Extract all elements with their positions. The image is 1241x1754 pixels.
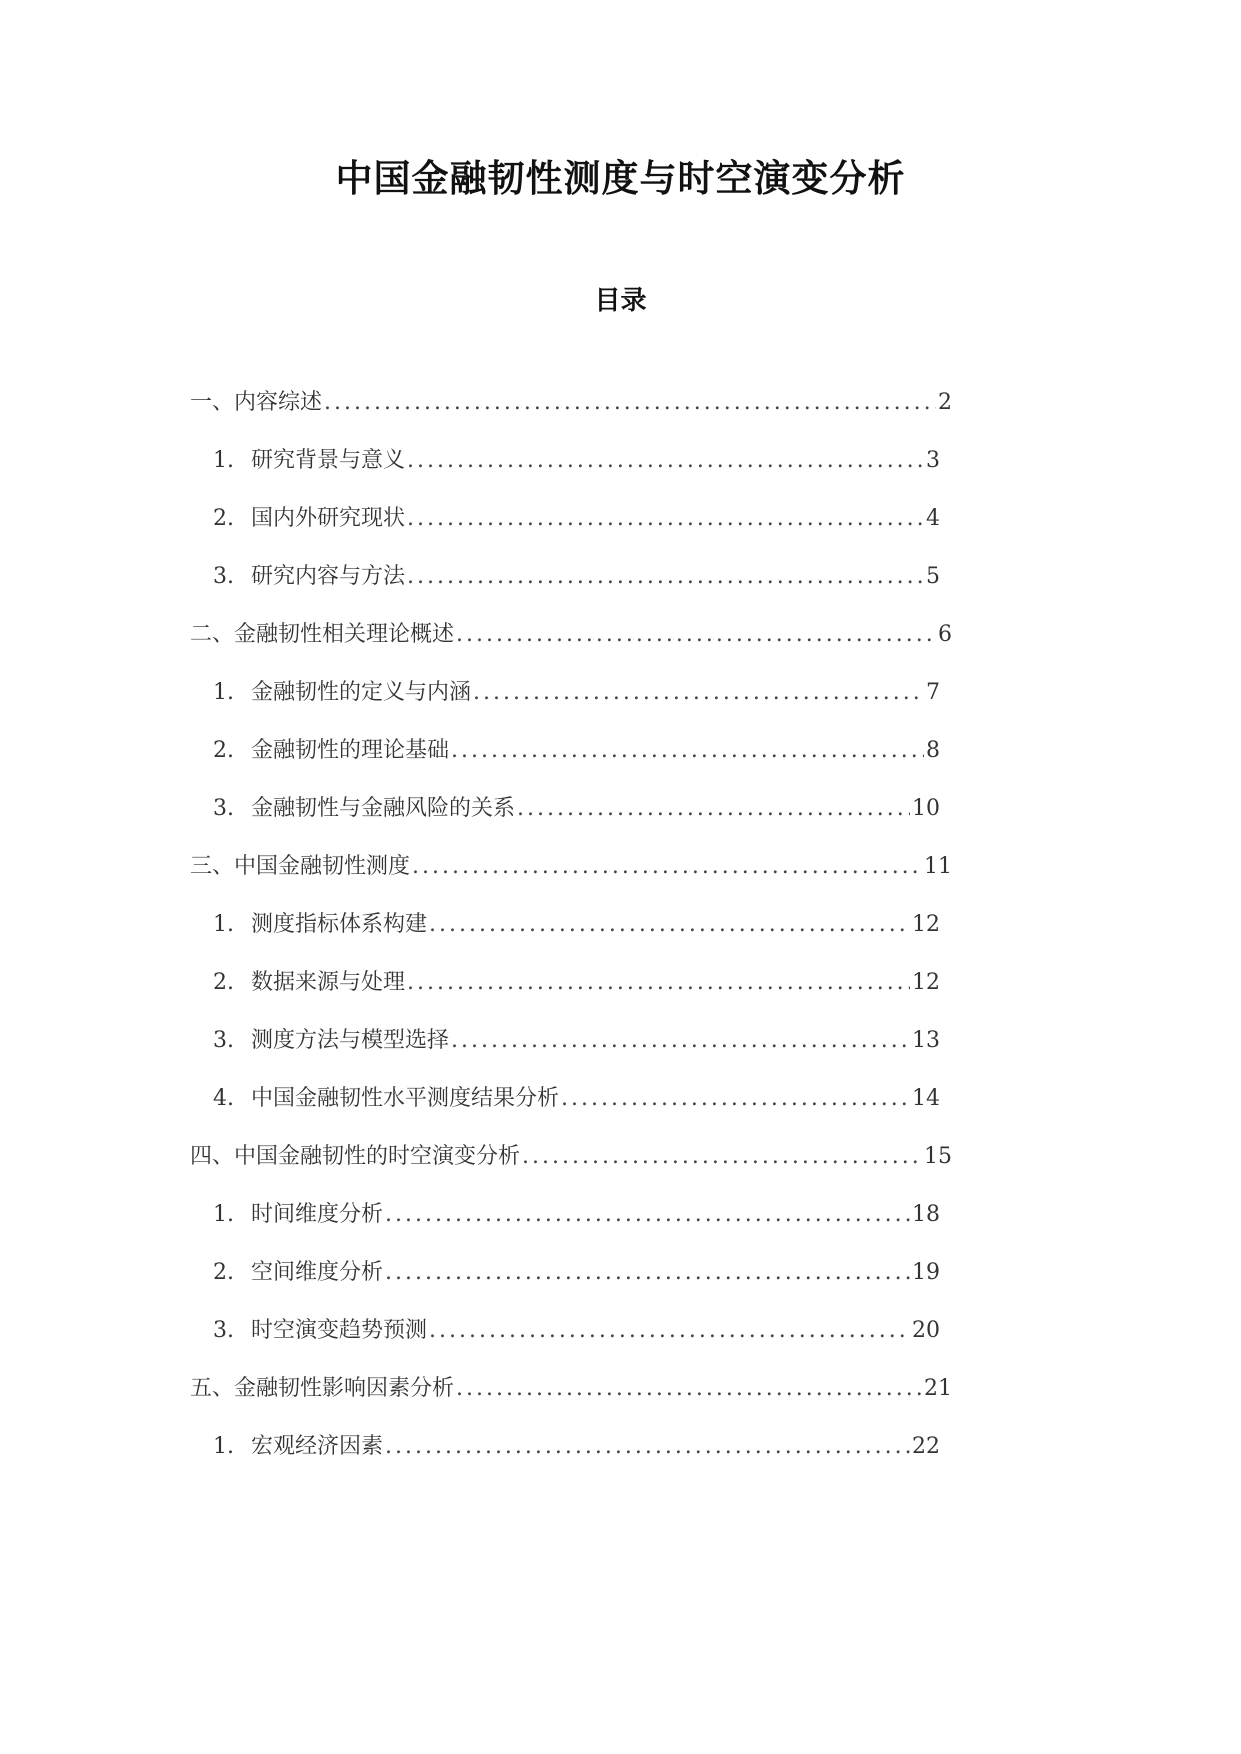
toc-leader-dots <box>451 1028 910 1053</box>
toc-leader-dots <box>407 448 924 473</box>
toc-entry-page: 10 <box>912 796 940 821</box>
toc-leader-dots <box>385 1434 910 1459</box>
toc-entry-subsection[interactable] <box>213 559 940 595</box>
toc-entry-page: 13 <box>912 1028 940 1053</box>
toc-leader-dots <box>456 622 936 647</box>
toc-entry-number: 2. <box>213 970 234 995</box>
toc-entry-page: 5 <box>926 564 940 589</box>
toc-leader-dots <box>522 1144 922 1169</box>
toc-entry-subsection[interactable] <box>213 675 940 711</box>
toc-entry-number: 2. <box>213 506 234 531</box>
toc-entry-page: 15 <box>924 1144 952 1169</box>
toc-entry-page: 14 <box>912 1086 940 1111</box>
toc-leader-dots <box>517 796 910 821</box>
toc-entry-subsection[interactable] <box>213 1255 940 1291</box>
toc-entry-label: 时空演变趋势预测 <box>251 1318 428 1343</box>
toc-entry-number: 3. <box>213 1318 234 1343</box>
toc-leader-dots <box>561 1086 910 1111</box>
toc-entry-number: 2. <box>213 1260 234 1285</box>
toc-leader-dots <box>473 680 924 705</box>
document-title: 中国金融韧性测度与时空演变分析 <box>335 156 906 200</box>
toc-leader-dots <box>385 1202 910 1227</box>
toc-entry-page: 20 <box>912 1318 940 1343</box>
toc-entry-label: 二、金融韧性相关理论概述 <box>190 622 455 647</box>
toc-entry-label: 国内外研究现状 <box>251 506 406 531</box>
toc-leader-dots <box>385 1260 910 1285</box>
toc-entry-page: 12 <box>912 970 940 995</box>
toc-entry-page: 22 <box>912 1434 940 1459</box>
toc-entry-label: 研究内容与方法 <box>251 564 406 589</box>
toc-leader-dots <box>451 738 924 763</box>
toc-entry-section[interactable] <box>190 849 952 885</box>
toc-entry-page: 18 <box>912 1202 940 1227</box>
toc-entry-page: 12 <box>912 912 940 937</box>
toc-entry-label: 宏观经济因素 <box>251 1434 384 1459</box>
toc-entry-subsection[interactable] <box>213 733 940 769</box>
toc-entry-page: 21 <box>924 1376 952 1401</box>
toc-entry-label: 测度指标体系构建 <box>251 912 428 937</box>
toc-entry-label: 中国金融韧性水平测度结果分析 <box>251 1086 560 1111</box>
toc-leader-dots <box>429 912 910 937</box>
toc-entry-number: 1. <box>213 448 234 473</box>
toc-entry-page: 7 <box>926 680 940 705</box>
toc-entry-subsection[interactable] <box>213 1313 940 1349</box>
toc-entry-page: 3 <box>926 448 940 473</box>
toc-entry-label: 一、内容综述 <box>190 390 323 415</box>
toc-entry-subsection[interactable] <box>213 1081 940 1117</box>
toc-entry-label: 测度方法与模型选择 <box>251 1028 450 1053</box>
toc-entry-label: 时间维度分析 <box>251 1202 384 1227</box>
toc-entry-page: 4 <box>926 506 940 531</box>
toc-entry-subsection[interactable] <box>213 1023 940 1059</box>
toc-entry-subsection[interactable] <box>213 1429 940 1465</box>
toc-entry-subsection[interactable] <box>213 443 940 479</box>
toc-heading: 目录 <box>594 286 647 316</box>
toc-entry-number: 1. <box>213 1434 234 1459</box>
toc-leader-dots <box>407 564 924 589</box>
toc-entry-label: 金融韧性的理论基础 <box>251 738 450 763</box>
toc-leader-dots <box>429 1318 910 1343</box>
toc-entry-section[interactable] <box>190 385 952 421</box>
toc-entry-subsection[interactable] <box>213 501 940 537</box>
toc-entry-number: 3. <box>213 564 234 589</box>
toc-entry-page: 6 <box>938 622 952 647</box>
toc-leader-dots <box>456 1376 922 1401</box>
toc-entry-label: 三、中国金融韧性测度 <box>190 854 411 879</box>
toc-leader-dots <box>407 970 910 995</box>
toc-entry-section[interactable] <box>190 1139 952 1175</box>
toc-leader-dots <box>407 506 924 531</box>
toc-entry-label: 数据来源与处理 <box>251 970 406 995</box>
toc-entry-section[interactable] <box>190 617 952 653</box>
toc-entry-label: 金融韧性的定义与内涵 <box>251 680 472 705</box>
toc-entry-label: 金融韧性与金融风险的关系 <box>251 796 516 821</box>
toc-entry-label: 四、中国金融韧性的时空演变分析 <box>190 1144 521 1169</box>
toc-entry-page: 11 <box>924 854 952 879</box>
toc-entry-label: 五、金融韧性影响因素分析 <box>190 1376 455 1401</box>
toc-entry-number: 1. <box>213 912 234 937</box>
toc-entry-number: 2. <box>213 738 234 763</box>
toc-entry-number: 1. <box>213 680 234 705</box>
toc-entry-subsection[interactable] <box>213 1197 940 1233</box>
toc-entry-number: 1. <box>213 1202 234 1227</box>
toc-entry-page: 19 <box>912 1260 940 1285</box>
toc-entry-subsection[interactable] <box>213 965 940 1001</box>
toc-entry-subsection[interactable] <box>213 791 940 827</box>
toc-entry-number: 4. <box>213 1086 234 1111</box>
toc-leader-dots <box>324 390 936 415</box>
toc-entry-section[interactable] <box>190 1371 952 1407</box>
toc-leader-dots <box>412 854 922 879</box>
toc-entry-label: 空间维度分析 <box>251 1260 384 1285</box>
toc-entry-page: 8 <box>926 738 940 763</box>
toc-entry-page: 2 <box>938 390 952 415</box>
toc-entry-subsection[interactable] <box>213 907 940 943</box>
toc-entry-number: 3. <box>213 1028 234 1053</box>
toc-entry-label: 研究背景与意义 <box>251 448 406 473</box>
toc-entry-number: 3. <box>213 796 234 821</box>
